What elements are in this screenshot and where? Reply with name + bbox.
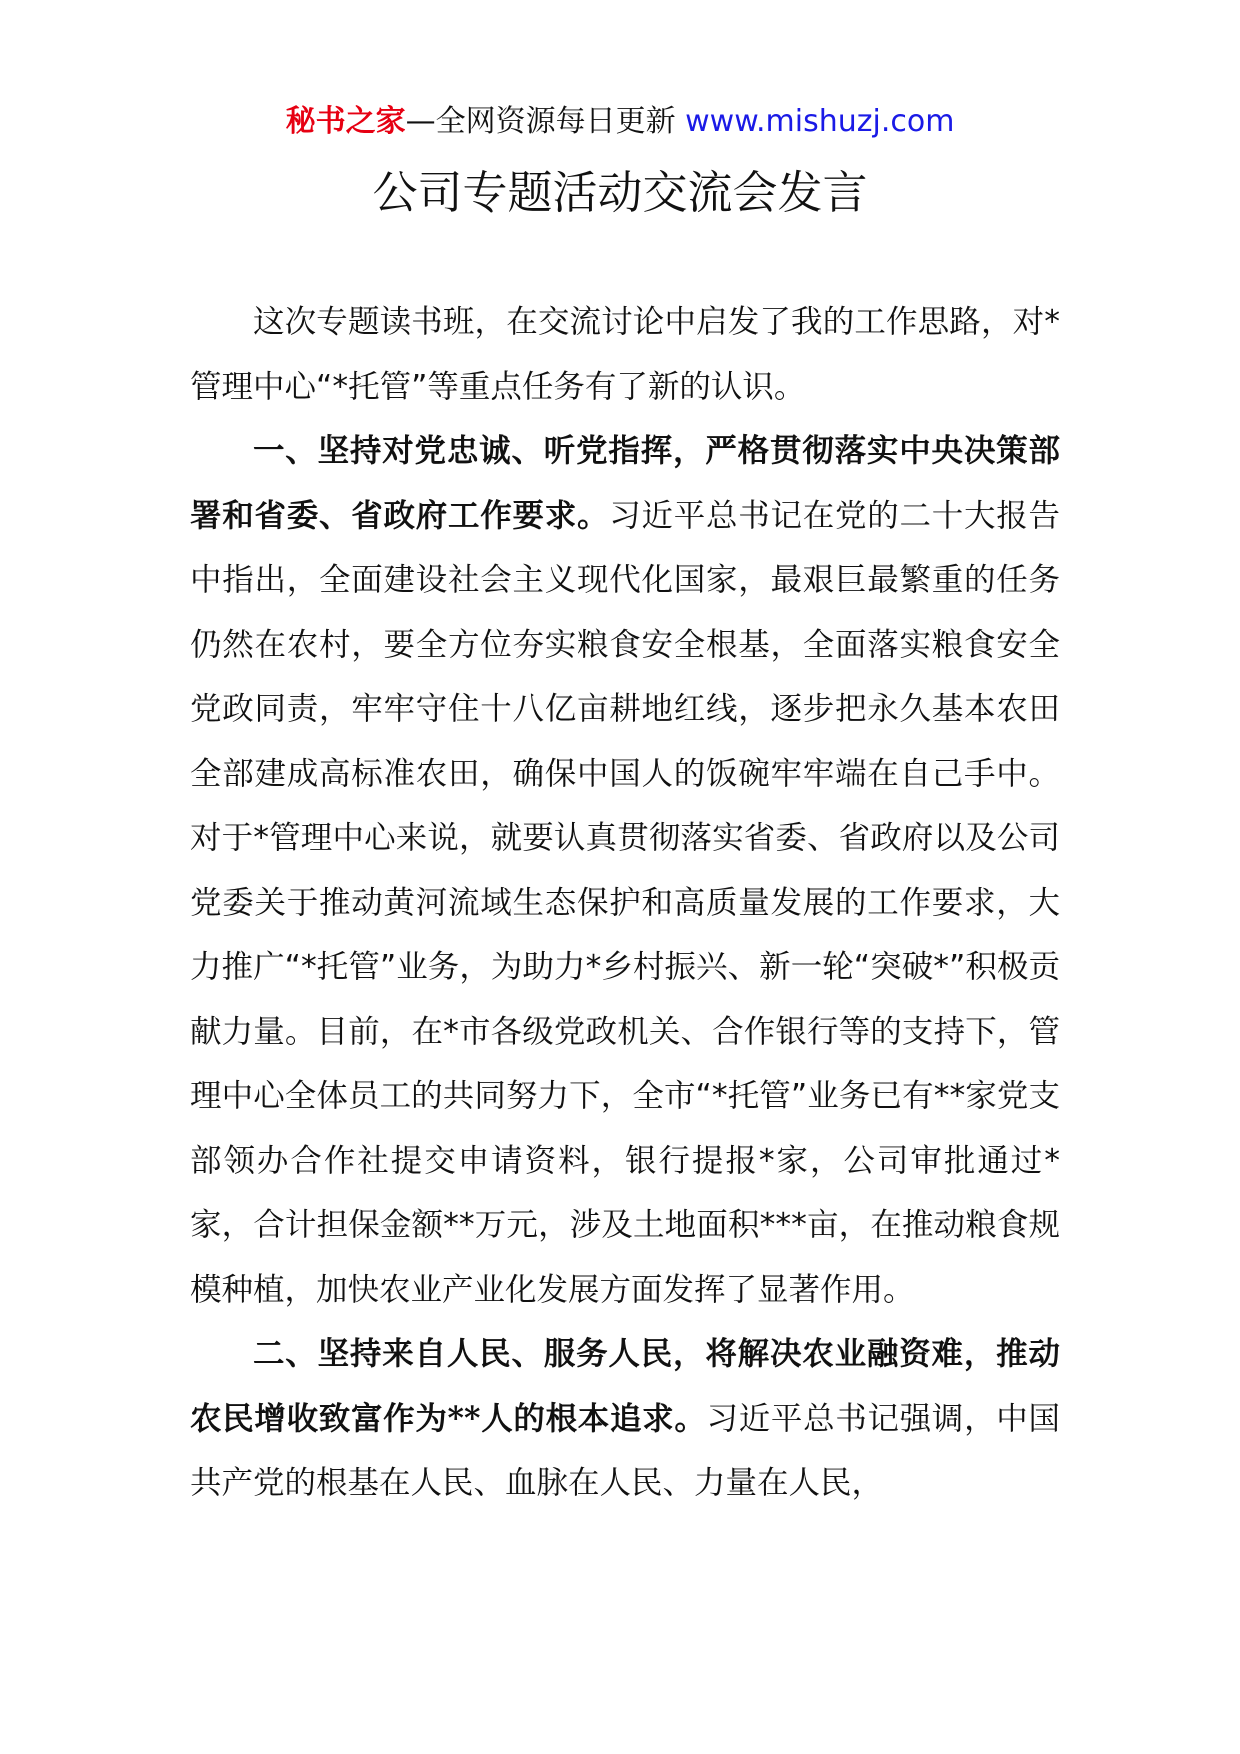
- site-url-link[interactable]: www.mishuzj.com: [685, 104, 955, 139]
- paragraph-intro-text: 这次专题读书班，在交流讨论中启发了我的工作思路，对*管理中心“*托管”等重点任务有了新的认识。: [190, 304, 1060, 405]
- section-two-text: 习近平总书记强调，中国共产党的根基在人民、血脉在人民、力量在人民，: [190, 1400, 1060, 1501]
- paragraph-intro: [190, 290, 1060, 419]
- paragraph-section-two: [190, 1322, 1060, 1516]
- section-one-text: 习近平总书记在党的二十大报告中指出，全面建设社会主义现代化国家，最艰巨最繁重的任务仍然在农村，要全方位夯实粮食安全根基，全面落实粮食安全党政同责，牢牢守住十八亿亩耕地红线，逐步把永久基本农田全部建成高标准农田，确保中国人的饭碗牢牢端在自己手中。对于*管理中心来说，就要认真贯彻落实省委、省政府以及公司党委关于推动黄河流域生态保护和高质量发展的工作要求，大力推广“*托管”业务，为助力*乡村振兴、新一轮“突破*”积极贡献力量。目前，在*市各级党政机关、合作银行等的支持下，管理中心全体员工的共同努力下，全市“*托管”业务已有**家党支部领办合作社提交申请资料，银行提报*家，公司审批通过*家，合计担保金额**万元，涉及土地面积***亩，在推动粮食规模种植，加快农业产业化发展方面发挥了显著作用。: [190, 497, 1060, 1308]
- document-title: 公司专题活动交流会发言: [372, 166, 868, 219]
- paragraph-section-one: [190, 419, 1060, 1322]
- site-name: 秘书之家: [285, 104, 406, 139]
- document-body: [190, 290, 1060, 1516]
- section-one-heading: 一、坚持对党忠诚、听党指挥，严格贯彻落实中央决策部署和省委、省政府工作要求。: [190, 432, 1060, 534]
- section-two-heading: 二、坚持来自人民、服务人民，将解决农业融资难，推动农民增收致富作为**人的根本追求。: [190, 1335, 1060, 1437]
- site-header: [0, 102, 1240, 142]
- site-tagline: —全网资源每日更新: [405, 104, 686, 139]
